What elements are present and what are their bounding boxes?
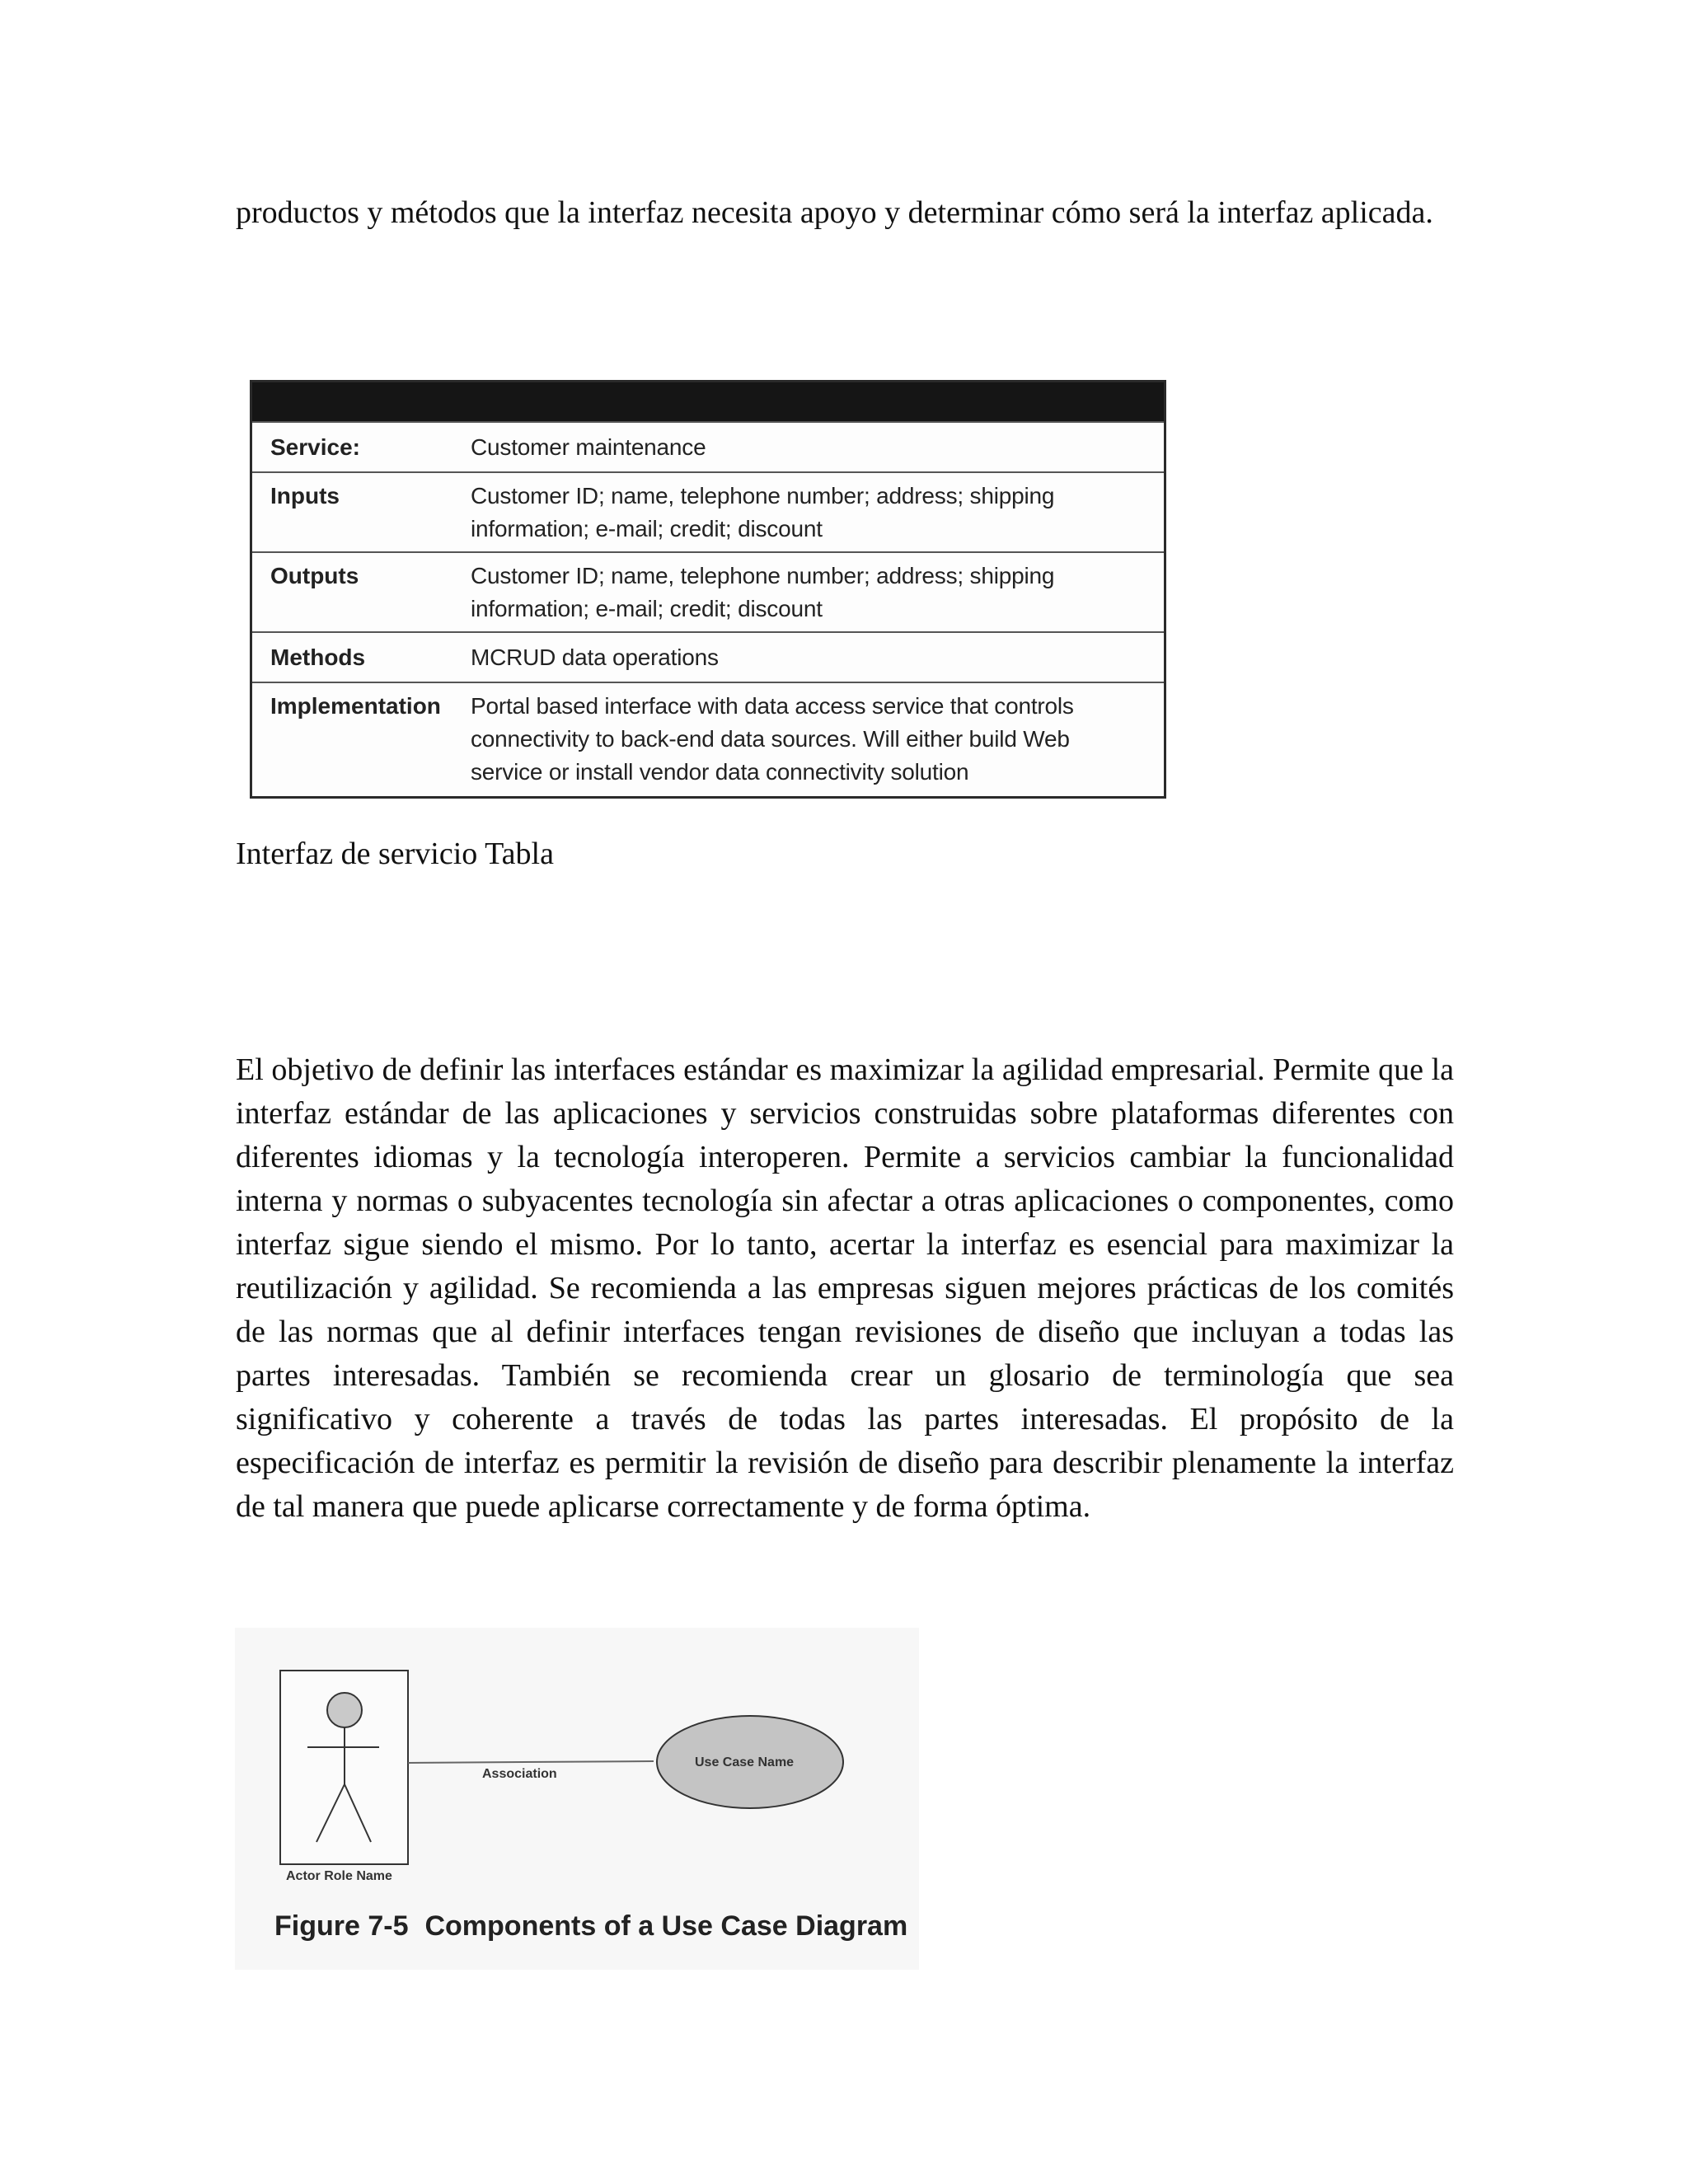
row-value: Customer maintenance [471,434,706,460]
row-label: Outputs [270,563,359,588]
actor-role-label: Actor Role Name [286,1869,392,1883]
main-paragraph: El objetivo de definir las interfaces estándar es maximizar la agilidad empresarial. Permite que la interfaz estándar de las aplicaciones y servicios construidas sobre plataformas diferentes con diferentes idiomas y la tecnología interoperen. Permite a servicios cambiar la funcionalidad interna y normas o subyacentes tecnología sin afectar a otras aplicaciones o componentes, como interfaz sigue siendo el mismo. Por lo tanto, acertar la interfaz es esencial para maximizar la reutilización y agilidad. Se recomienda a las empresas siguen mejores prácticas de los comités de las normas que al definir interfaces tengan revisiones de diseño que incluyan a todas las partes interesadas. También se recomienda crear un glosario de terminología que sea significativo y coherente a través de todas las partes interesadas. El propósito de la especificación de interfaz es permitir la revisión de diseño para describir plenamente la interfaz de tal manera que puede aplicarse correctamente y de forma óptima. [236,1052,1454,1524]
table-row-outputs [252,551,1164,631]
table-row-methods [252,631,1164,682]
use-case-label: Use Case Name [695,1755,795,1769]
figure-number: Figure 7-5 [274,1910,409,1942]
row-label: Inputs [270,483,340,509]
intro-paragraph: productos y métodos que la interfaz necesita apoyo y determinar cómo será la interfaz aplicada. [236,195,1433,230]
association-label: Association [482,1767,557,1781]
table-row-implementation [252,682,1164,794]
row-label: Implementation [270,693,441,719]
association-line [408,1761,654,1763]
use-case-diagram-figure [235,1628,919,1970]
row-label: Service: [270,434,360,460]
row-value: Customer ID; name, telephone number; address; shipping information; e-mail; credit; discount [471,483,1055,541]
row-value: MCRUD data operations [471,644,719,670]
table-caption: Interfaz de servicio Tabla [236,837,554,871]
table-row-inputs [252,471,1164,551]
row-label: Methods [270,644,366,670]
row-value: Customer ID; name, telephone number; address; shipping information; e-mail; credit; discount [471,563,1055,621]
row-value: Portal based interface with data access service that controls connectivity to back-end data sources. Will either build Web service or install vendor data connectivity solution [471,693,1074,785]
service-interface-table [250,380,1166,799]
table-header-bar [252,382,1164,421]
figure-title: Components of a Use Case Diagram [424,1910,908,1942]
figure-caption [274,1910,907,1943]
table-row-service [252,421,1164,471]
